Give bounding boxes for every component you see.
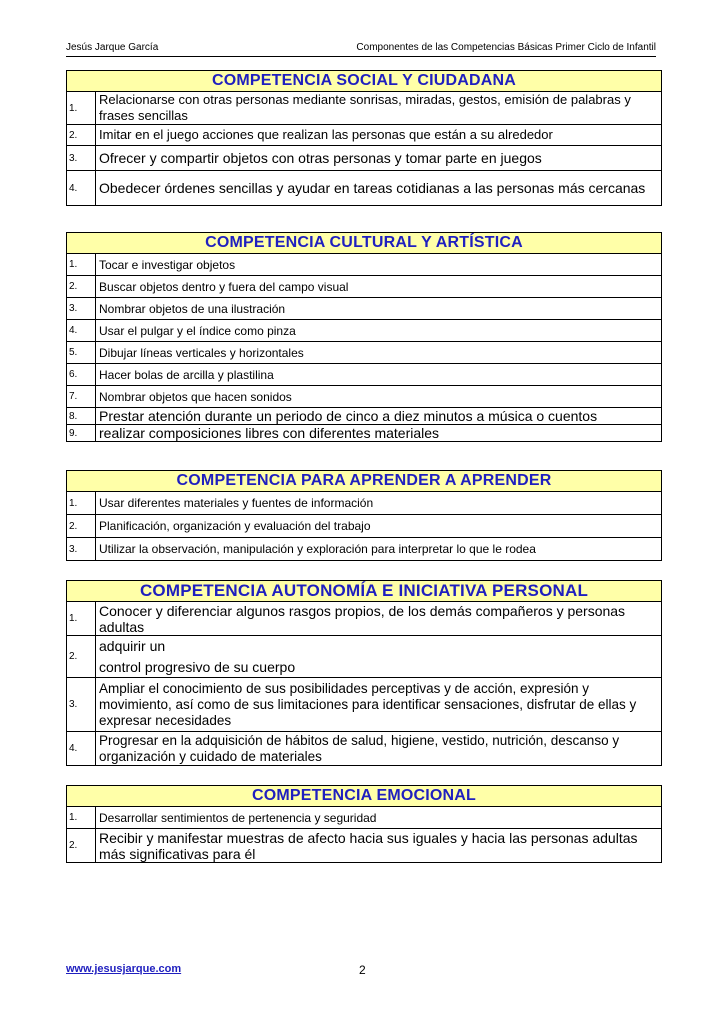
table-row: [67, 125, 662, 146]
table-row: [67, 538, 662, 561]
row-text: Desarrollar sentimientos de pertenencia y seguridad: [96, 807, 662, 829]
row-text: Usar diferentes materiales y fuentes de información: [96, 492, 662, 515]
row-text: Ofrecer y compartir objetos con otras personas y tomar parte en juegos: [96, 146, 662, 171]
section-title: COMPETENCIA PARA APRENDER A APRENDER: [67, 471, 662, 492]
row-text: realizar composiciones libres con diferentes materiales: [96, 425, 662, 442]
table-row: [67, 276, 662, 298]
row-text: Nombrar objetos de una ilustración: [96, 298, 662, 320]
row-number: 4.: [67, 320, 96, 342]
table-row: [67, 807, 662, 829]
row-number: 1.: [67, 807, 96, 829]
row-number: 5.: [67, 342, 96, 364]
table-row: [67, 342, 662, 364]
section-title: COMPETENCIA EMOCIONAL: [67, 786, 662, 807]
table-row: [67, 492, 662, 515]
table-row: [67, 602, 662, 636]
section-title: COMPETENCIA SOCIAL Y CIUDADANA: [67, 71, 662, 92]
table-row: [67, 425, 662, 442]
section-cultural-artistica: [66, 232, 662, 442]
table-row: [67, 408, 662, 425]
table-row: [67, 364, 662, 386]
row-text: Dibujar líneas verticales y horizontales: [96, 342, 662, 364]
section-title: COMPETENCIA CULTURAL Y ARTÍSTICA: [67, 233, 662, 254]
table-row: [67, 386, 662, 408]
section-autonomia-iniciativa: [66, 580, 662, 766]
section-title: COMPETENCIA AUTONOMÍA E INICIATIVA PERSONAL: [67, 581, 662, 602]
page-header: [66, 40, 656, 57]
row-number: 9.: [67, 425, 96, 442]
row-number: 2.: [67, 829, 96, 863]
row-text: Prestar atención durante un periodo de cinco a diez minutos a música o cuentos: [96, 408, 662, 425]
row-number: 1.: [67, 254, 96, 276]
row-number: 3.: [67, 678, 96, 732]
row-number: 3.: [67, 146, 96, 171]
row-text: Usar el pulgar y el índice como pinza: [96, 320, 662, 342]
table-row: [67, 732, 662, 766]
row-number: 3.: [67, 538, 96, 561]
row-number: 1.: [67, 92, 96, 125]
table-row: [67, 171, 662, 206]
header-doc-title: Componentes de las Competencias Básicas Primer Ciclo de Infantil: [356, 42, 656, 53]
table-row: [67, 829, 662, 863]
row-number: 6.: [67, 364, 96, 386]
row-text: Nombrar objetos que hacen sonidos: [96, 386, 662, 408]
row-text: Hacer bolas de arcilla y plastilina: [96, 364, 662, 386]
table-row: [67, 320, 662, 342]
table-row: [67, 678, 662, 732]
row-number: 1.: [67, 492, 96, 515]
row-number: 2.: [67, 636, 96, 678]
row-text: Buscar objetos dentro y fuera del campo visual: [96, 276, 662, 298]
row-text: Progresar en la adquisición de hábitos de salud, higiene, vestido, nutrición, descanso y organización y cuidado de materiales: [96, 732, 662, 766]
row-number: 7.: [67, 386, 96, 408]
table-row: [67, 146, 662, 171]
row-text: Tocar e investigar objetos: [96, 254, 662, 276]
page-number: 2: [359, 963, 366, 977]
row-number: 4.: [67, 732, 96, 766]
row-text: Imitar en el juego acciones que realizan las personas que están a su alrededor: [96, 125, 662, 146]
row-number: 8.: [67, 408, 96, 425]
row-text: Conocer y diferenciar algunos rasgos propios, de los demás compañeros y personas adultas: [96, 602, 662, 636]
row-text-block: [96, 636, 662, 678]
table-row: [67, 636, 662, 678]
website-link[interactable]: www.jesusjarque.com: [66, 963, 182, 975]
row-text: Planificación, organización y evaluación del trabajo: [96, 515, 662, 538]
section-aprender-a-aprender: [66, 470, 662, 561]
table-row: [67, 515, 662, 538]
row-text: Obedecer órdenes sencillas y ayudar en tareas cotidianas a las personas más cercanas: [96, 171, 662, 206]
row-number: 3.: [67, 298, 96, 320]
row-number: 2.: [67, 276, 96, 298]
row-text: Ampliar el conocimiento de sus posibilidades perceptivas y de acción, expresión y movimiento, así como de sus limitaciones para identificar sensaciones, disfrutar de ellas y expresar necesidades: [96, 678, 662, 732]
row-number: 2.: [67, 515, 96, 538]
table-row: [67, 254, 662, 276]
row-text: adquirir un: [99, 638, 166, 654]
row-text: Recibir y manifestar muestras de afecto hacia sus iguales y hacia las personas adultas más significativas para él: [96, 829, 662, 863]
table-row: [67, 92, 662, 125]
row-number: 4.: [67, 171, 96, 206]
section-social-ciudadana: [66, 70, 662, 206]
row-text-continued: control progresivo de su cuerpo: [99, 659, 296, 675]
header-author: Jesús Jarque García: [66, 42, 159, 53]
row-text: Relacionarse con otras personas mediante sonrisas, miradas, gestos, emisión de palabras y frases sencillas: [96, 92, 662, 125]
row-number: 1.: [67, 602, 96, 636]
row-number: 2.: [67, 125, 96, 146]
row-text: Utilizar la observación, manipulación y exploración para interpretar lo que le rodea: [96, 538, 662, 561]
page-footer: [66, 960, 656, 980]
table-row: [67, 298, 662, 320]
section-emocional: [66, 785, 662, 863]
